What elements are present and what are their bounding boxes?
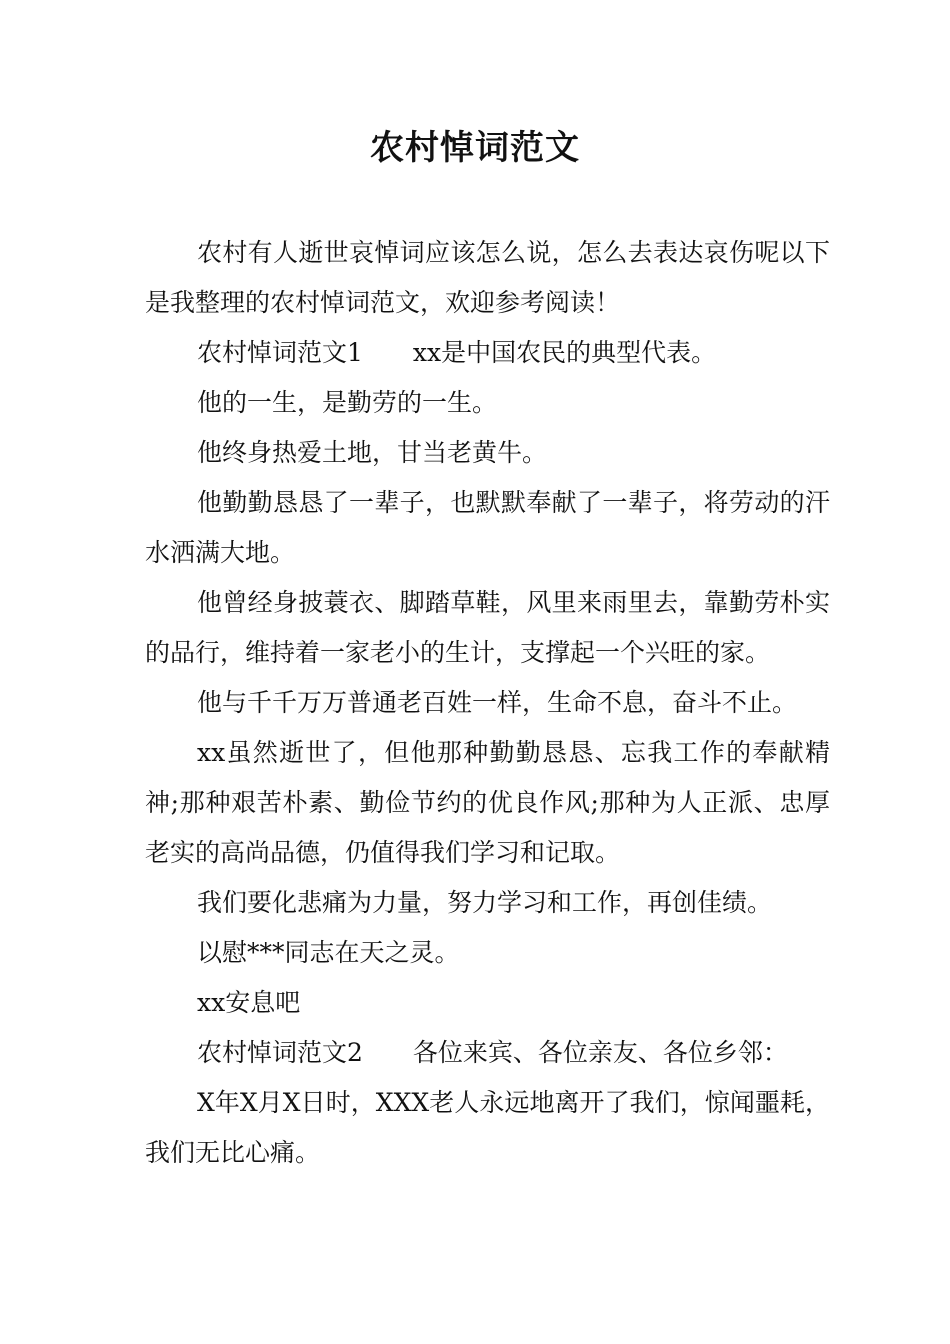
document-title: 农村悼词范文 (370, 128, 580, 168)
paragraph-sample-1-heading: 农村悼词范文1 xx是中国农民的典型代表。 (197, 338, 717, 367)
paragraph: 我们要化悲痛为力量，努力学习和工作，再创佳绩。 (197, 888, 773, 917)
paragraph-intro: 农村有人逝世哀悼词应该怎么说，怎么去表达哀伤呢以下是我整理的农村悼词范文，欢迎参考阅读！ (145, 238, 830, 317)
paragraph: 他终身热爱土地，甘当老黄牛。 (197, 438, 548, 467)
paragraph: 他勤勤恳恳了一辈子，也默默奉献了一辈子，将劳动的汗水洒满大地。 (145, 488, 830, 567)
paragraph: 他的一生，是勤劳的一生。 (197, 388, 498, 417)
paragraph: xx虽然逝世了，但他那种勤勤恳恳、忘我工作的奉献精神;那种艰苦朴素、勤俭节约的优良作风;那种为人正派、忠厚老实的高尚品德，仍值得我们学习和记取。 (145, 738, 830, 867)
paragraph-sample-2-heading: 农村悼词范文2 各位来宾、各位亲友、各位乡邻： (197, 1038, 788, 1067)
paragraph: 以慰***同志在天之灵。 (197, 938, 460, 967)
paragraph: 他曾经身披蓑衣、脚踏草鞋，风里来雨里去，靠勤劳朴实的品行，维持着一家老小的生计，支撑起一个兴旺的家。 (145, 588, 830, 667)
document-body (145, 228, 830, 1178)
paragraph: xx安息吧 (197, 988, 301, 1017)
paragraph: X年X月X日时，XXX老人永远地离开了我们，惊闻噩耗，我们无比心痛。 (145, 1088, 830, 1167)
paragraph: 他与千千万万普通老百姓一样，生命不息，奋斗不止。 (197, 688, 798, 717)
